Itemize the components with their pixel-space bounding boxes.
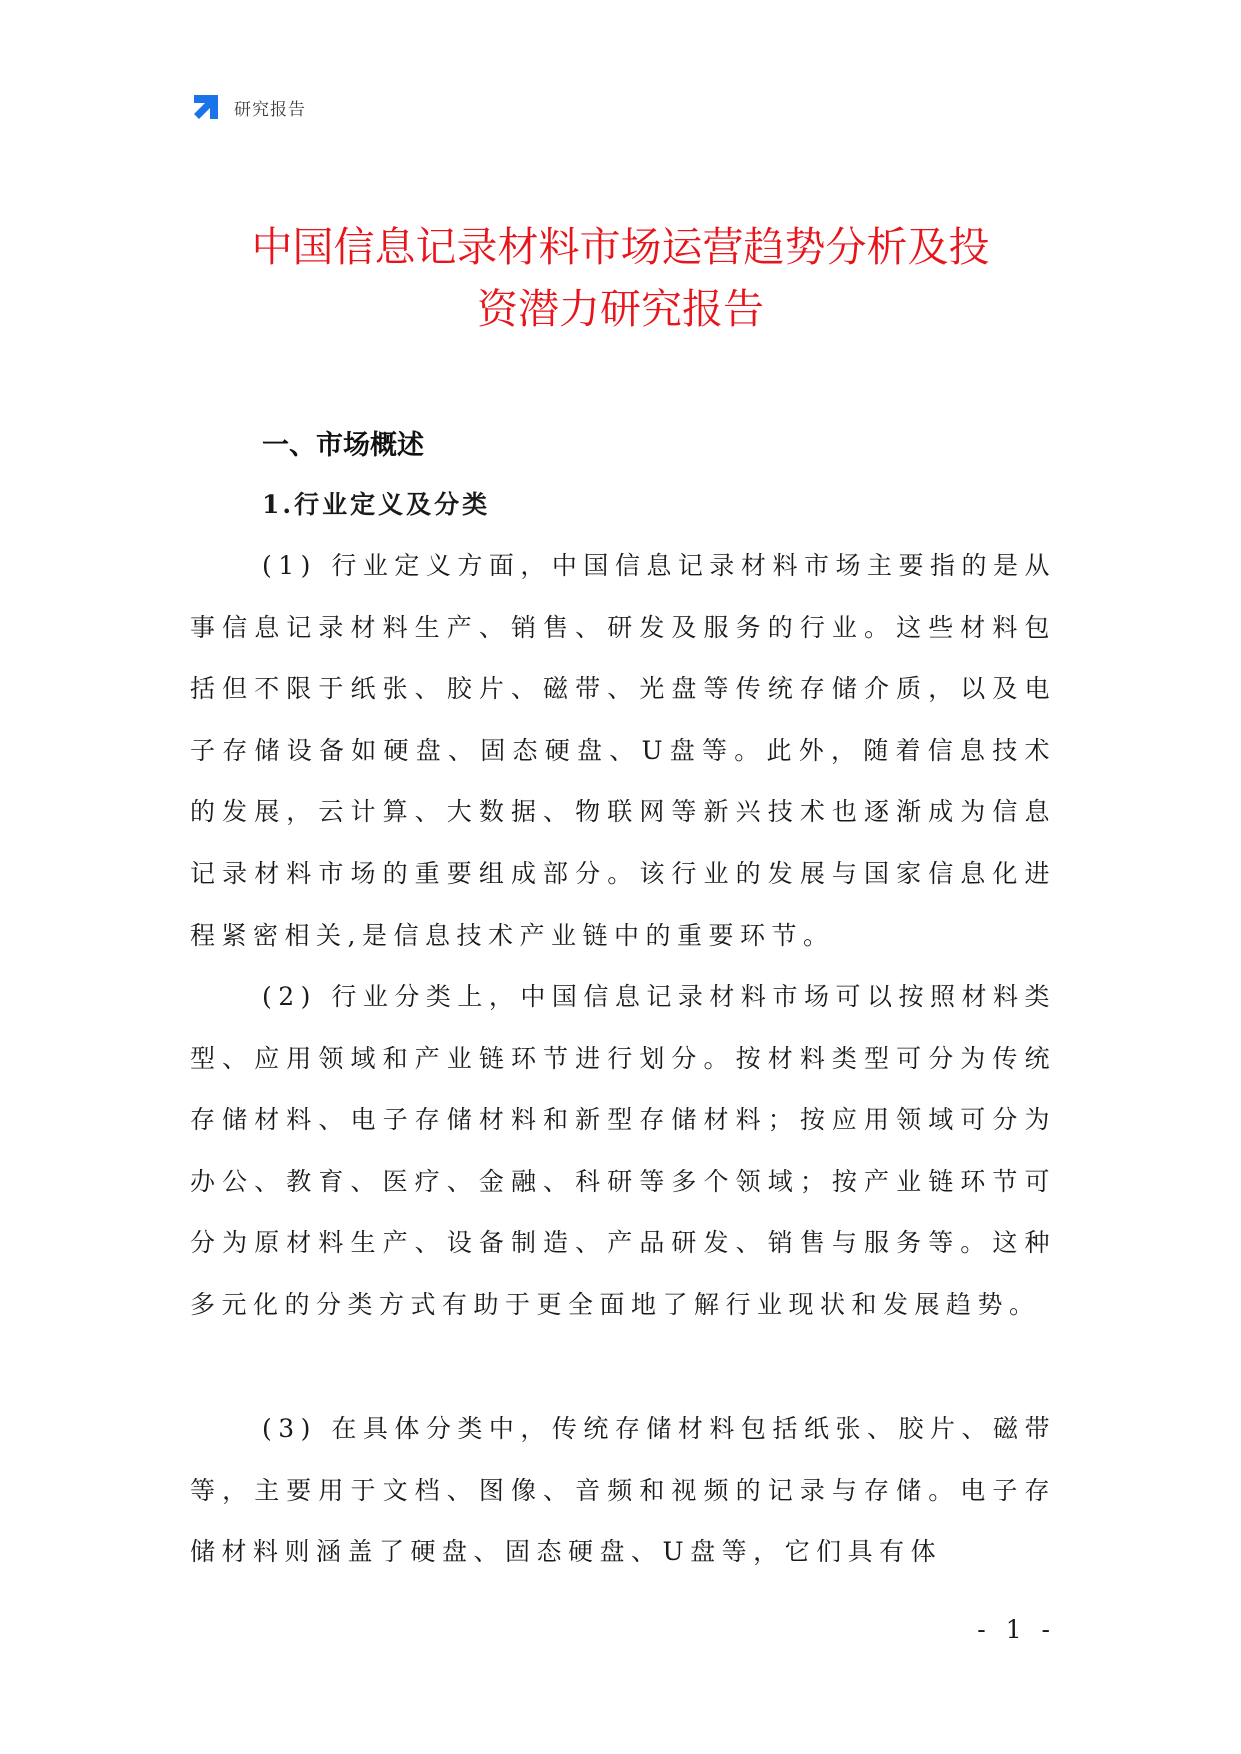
header-label: 研究报告 bbox=[234, 99, 306, 120]
paragraph-3: (3) 在具体分类中，传统存储材料包括纸张、胶片、磁带等，主要用于文档、图像、音频和视频的记录与存储。电子存储材料则涵盖了硬盘、固态硬盘、U盘等，它们具有体 bbox=[190, 1414, 1056, 1567]
report-title-line-1: 中国信息记录材料市场运营趋势分析及投 bbox=[251, 223, 990, 271]
page-number: - 1 - bbox=[977, 1615, 1056, 1644]
report-header bbox=[190, 90, 306, 124]
subsection-heading: 1.行业定义及分类 bbox=[262, 490, 491, 519]
paragraph-2: (2) 行业分类上，中国信息记录材料市场可以按照材料类型、应用领域和产业链环节进行划分。按材料类型可分为传统存储材料、电子存储材料和新型存储材料；按应用领域可分为办公、教育、医疗、金融、科研等多个领域；按产业链环节可分为原材料生产、设备制造、产品研发、销售与服务等。这种多元化的分类方式有助于更全面地了解行业现状和发展趋势。 bbox=[190, 982, 1056, 1319]
arrow-logo-icon bbox=[190, 91, 222, 123]
report-title bbox=[160, 216, 1081, 340]
section-heading: 一、市场概述 bbox=[262, 430, 424, 461]
report-title-line-2: 资潜力研究报告 bbox=[477, 285, 764, 333]
paragraph-1: (1) 行业定义方面，中国信息记录材料市场主要指的是从事信息记录材料生产、销售、研发及服务的行业。这些材料包括但不限于纸张、胶片、磁带、光盘等传统存储介质，以及电子存储设备如硬盘、固态硬盘、U盘等。此外，随着信息技术的发展，云计算、大数据、物联网等新兴技术也逐渐成为信息记录材料市场的重要组成部分。该行业的发展与国家信息化进程紧密相关,是信息技术产业链中的重要环节。 bbox=[190, 551, 1056, 950]
